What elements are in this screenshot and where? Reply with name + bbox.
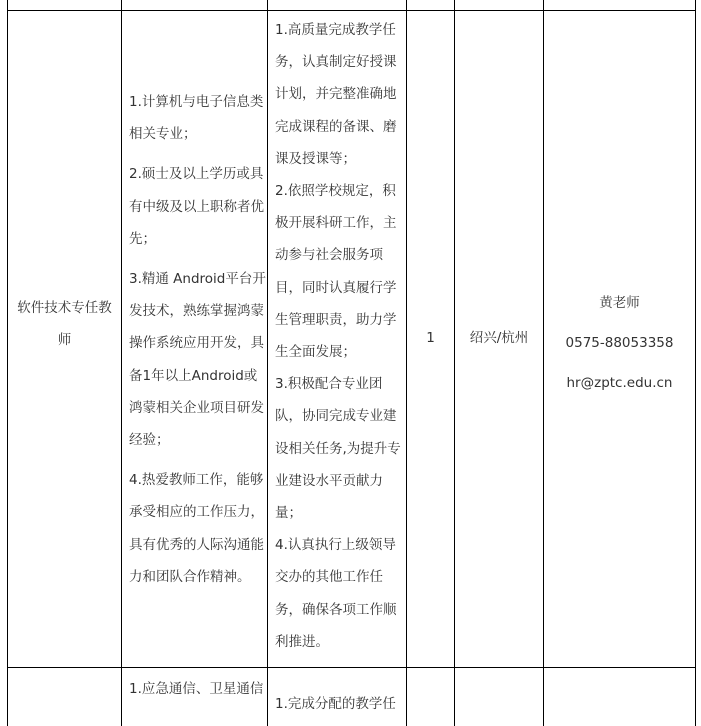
text-line: 备1年以上Android或 bbox=[129, 367, 258, 384]
column-divider bbox=[267, 0, 268, 726]
text-line: 极开展科研工作，主 bbox=[275, 215, 397, 232]
text-line: 操作系统应用开发，具 bbox=[129, 335, 264, 352]
text-line: 相关专业； bbox=[129, 126, 197, 143]
position-line: 软件技术专任教 bbox=[17, 300, 112, 316]
requirements-cell bbox=[129, 86, 267, 601]
requirement-item bbox=[129, 263, 267, 456]
text-line: 2.依照学校规定，积 bbox=[275, 183, 396, 200]
table-border-left bbox=[7, 0, 8, 726]
requirement-item bbox=[129, 158, 267, 255]
duties-cell bbox=[275, 14, 406, 658]
text-line: 3.积极配合专业团 bbox=[275, 376, 383, 393]
text-line: 设相关任务,为提升专 bbox=[275, 440, 401, 457]
text-line: 力和团队合作精神。 bbox=[129, 568, 251, 585]
text-line: 目，同时认真履行学 bbox=[275, 279, 397, 296]
requirements-cell bbox=[129, 673, 267, 705]
contact-cell bbox=[544, 283, 695, 403]
text-line: 绍兴/杭州 bbox=[469, 330, 529, 346]
text-line: 1.应急通信、卫星通信 bbox=[129, 681, 264, 697]
text-line: 生管理职责，助力学 bbox=[275, 311, 397, 328]
row-divider bbox=[7, 10, 696, 11]
contact-name: 黄老师 bbox=[599, 295, 640, 311]
text-line: 发技术，熟练掌握鸿蒙 bbox=[129, 303, 264, 320]
text-line: 3.精通 Android平台开 bbox=[129, 271, 266, 288]
duties-cell bbox=[275, 688, 406, 720]
contact-email: hr@zptc.edu.cn bbox=[566, 375, 673, 391]
column-divider bbox=[454, 0, 455, 726]
column-divider bbox=[406, 0, 407, 726]
column-divider bbox=[121, 0, 122, 726]
text-line: 生全面发展； bbox=[275, 344, 356, 361]
position-cell bbox=[8, 292, 121, 356]
text-line: 1.完成分配的教学任 bbox=[275, 696, 396, 712]
requirement-item bbox=[129, 464, 267, 593]
table-border-right bbox=[695, 0, 696, 726]
text-line: 量； bbox=[275, 505, 302, 522]
requirement-item bbox=[129, 86, 267, 150]
text-line: 2.硕士及以上学历或具 bbox=[129, 166, 264, 183]
text-line: 完成课程的备课、磨 bbox=[275, 118, 397, 135]
text-line: 课及授课等； bbox=[275, 150, 356, 167]
text-line: 交办的其他工作任 bbox=[275, 569, 383, 586]
text-line: 承受相应的工作压力， bbox=[129, 504, 264, 521]
text-line: 队，协同完成专业建 bbox=[275, 408, 397, 425]
text-line: 1.计算机与电子信息类 bbox=[129, 94, 264, 110]
text-line: 鸿蒙相关企业项目研发 bbox=[129, 399, 264, 416]
position-line: 师 bbox=[57, 332, 72, 349]
text-line: 计划，并完整准确地 bbox=[275, 86, 397, 103]
location-cell bbox=[455, 322, 543, 354]
text-line: 动参与社会服务项 bbox=[275, 247, 383, 264]
text-line: 1 bbox=[426, 330, 435, 346]
text-line: 业建设水平贡献力 bbox=[275, 472, 383, 489]
text-line: 具有优秀的人际沟通能 bbox=[129, 536, 264, 553]
text-line: 有中级及以上职称者优 bbox=[129, 198, 264, 215]
count-cell bbox=[407, 322, 454, 354]
contact-phone: 0575-88053358 bbox=[565, 335, 674, 351]
text-line: 经验； bbox=[129, 432, 170, 449]
row-divider bbox=[7, 667, 696, 668]
text-line: 利推进。 bbox=[275, 633, 329, 650]
text-line: 4.热爱教师工作，能够 bbox=[129, 472, 264, 489]
text-line: 1.高质量完成教学任 bbox=[275, 22, 396, 38]
text-line: 先； bbox=[129, 230, 156, 247]
text-line: 务，认真制定好授课 bbox=[275, 54, 397, 71]
text-line: 务，确保各项工作顺 bbox=[275, 601, 397, 618]
text-line: 4.认真执行上级领导 bbox=[275, 537, 396, 554]
